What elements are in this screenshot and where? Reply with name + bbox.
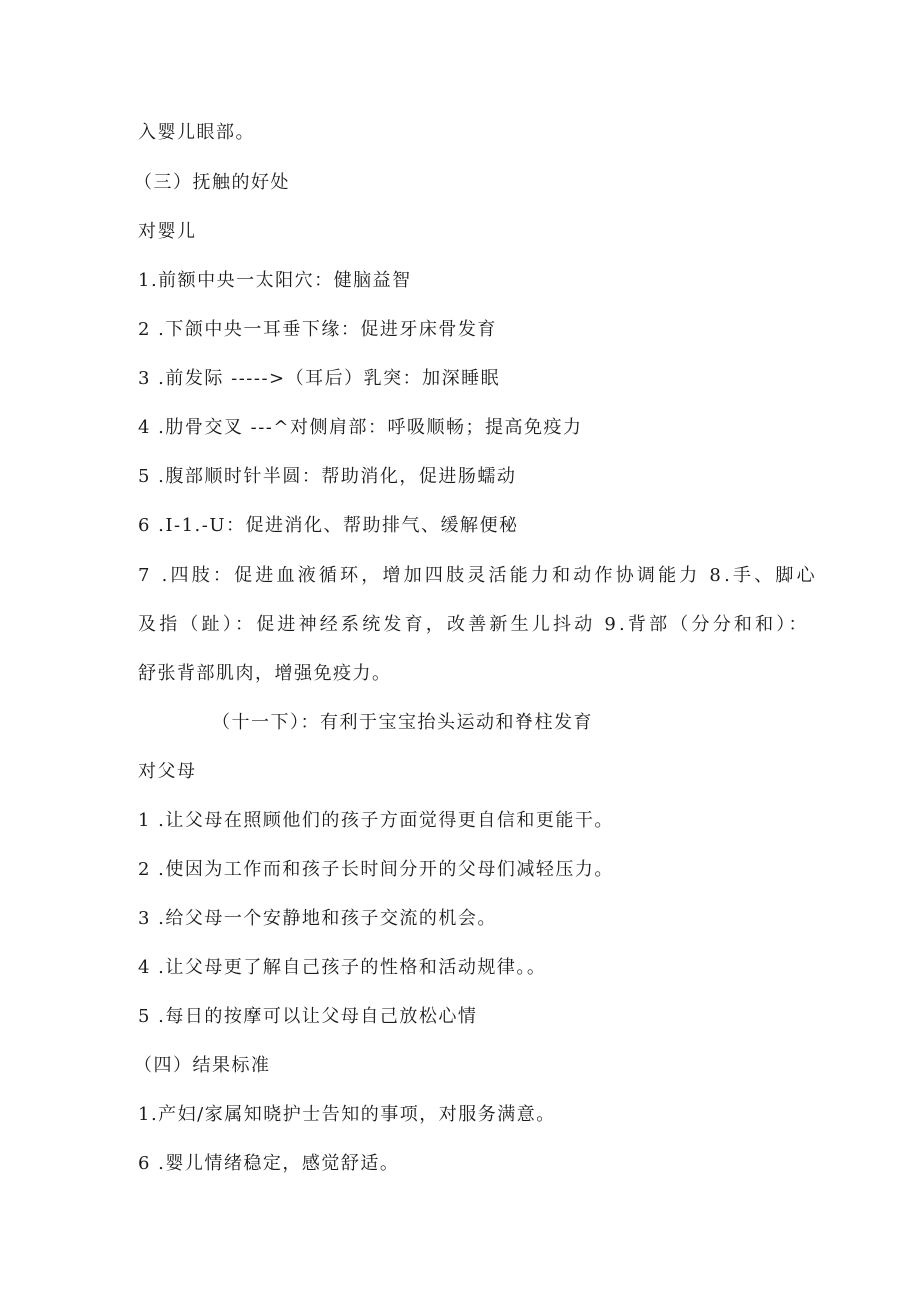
list-item: 1 .让父母在照顾他们的孩子方面觉得更自信和更能干。 bbox=[138, 810, 614, 831]
list-item: 6 .I-1.-U：促进消化、帮助排气、缓解便秘 bbox=[138, 515, 519, 536]
section-heading-outcome: （四）结果标准 bbox=[134, 1055, 271, 1076]
list-item-continuation: 及指（趾）：促进神经系统发育，改善新生儿抖动 9.背部（分分和和）： bbox=[138, 614, 810, 635]
list-item: 4 .肋骨交叉 ---^对侧肩部：呼吸顺畅；提高免疫力 bbox=[138, 417, 583, 438]
indented-note: （十一下）：有利于宝宝抬头运动和脊柱发育 bbox=[212, 712, 593, 733]
list-item: 3 .前发际 ----->（耳后）乳突：加深睡眠 bbox=[138, 368, 501, 389]
list-item: 2 .下颌中央一耳垂下缘：促进牙床骨发育 bbox=[138, 319, 497, 340]
section-heading-benefits: （三）抚触的好处 bbox=[134, 172, 290, 193]
list-item: 1.产妇/家属知晓护士告知的事项，对服务满意。 bbox=[138, 1104, 556, 1125]
list-item: 3 .给父母一个安静地和孩子交流的机会。 bbox=[138, 908, 497, 929]
list-item-continuation: 舒张背部肌肉，增强免疫力。 bbox=[138, 663, 392, 684]
list-item: 5 .每日的按摩可以让父母自己放松心情 bbox=[138, 1006, 478, 1027]
list-item: 7 .四肢：促进血液循环，增加四肢灵活能力和动作协调能力 8.手、脚心 bbox=[138, 565, 818, 586]
list-item: 6 .婴儿情绪稳定，感觉舒适。 bbox=[138, 1153, 400, 1174]
subheading-for-parents: 对父母 bbox=[138, 761, 197, 782]
list-item: 5 .腹部顺时针半圆：帮助消化，促进肠蠕动 bbox=[138, 466, 517, 487]
list-item: 2 .使因为工作而和孩子长时间分开的父母们减轻压力。 bbox=[138, 859, 614, 880]
subheading-for-baby: 对婴儿 bbox=[138, 221, 197, 242]
list-item: 1.前额中央一太阳穴：健脑益智 bbox=[138, 270, 412, 291]
text-line-continuation: 入婴儿眼部。 bbox=[138, 122, 255, 143]
list-item: 4 .让父母更了解自己孩子的性格和活动规律。。 bbox=[138, 957, 547, 978]
